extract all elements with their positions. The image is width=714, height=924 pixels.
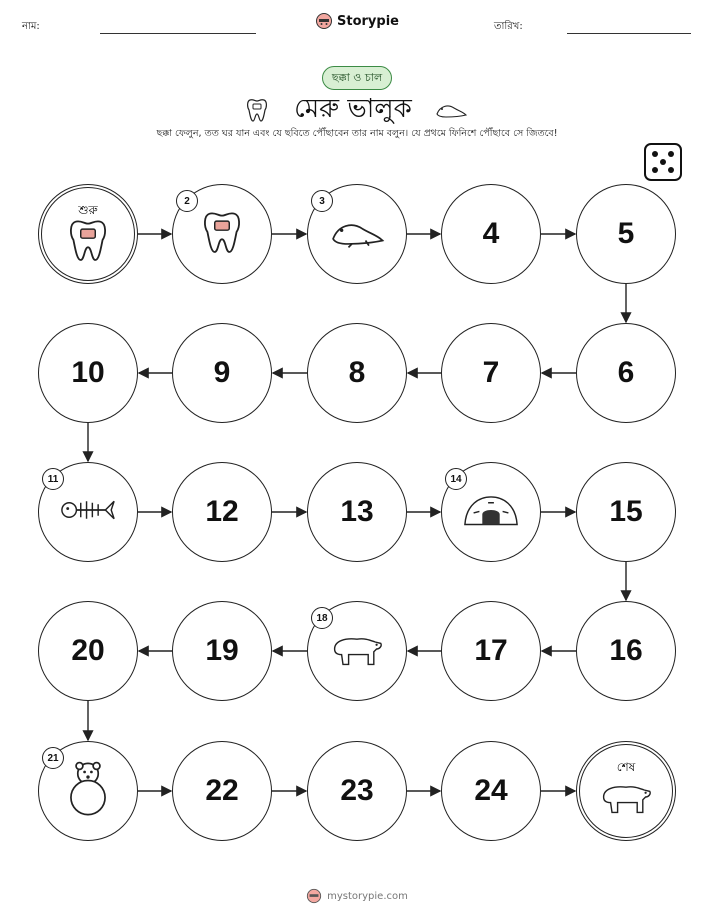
board-cell-15 [576, 462, 676, 562]
cell-number: 24 [474, 774, 508, 807]
board-cell-20 [38, 601, 138, 701]
cell-number: 15 [609, 495, 643, 528]
board-cell-9 [172, 323, 272, 423]
title-text: মেরু ভালুক [294, 94, 412, 124]
board-cell-19 [172, 601, 272, 701]
instructions: ছক্কা ফেলুন, তত ঘর যান এবং যে ছবিতে পৌঁছাবেন তার নাম বলুন। যে প্রথমে ফিনিশে পৌঁছাবে সে জিতবে! [156, 128, 558, 139]
footer-url[interactable]: mystorypie.com [327, 890, 408, 902]
cell-number: 19 [205, 634, 239, 667]
start-label: শুরু [78, 203, 98, 217]
polar-bear-walking-icon [598, 777, 654, 821]
tooth-icon [202, 208, 242, 260]
polar-bear-walking-icon [329, 629, 385, 673]
board-cell-12 [172, 462, 272, 562]
cell-number-badge: 18 [311, 607, 333, 629]
cell-number: 7 [482, 356, 500, 389]
name-label: নাম: [22, 21, 40, 32]
board-cell-8 [307, 323, 407, 423]
cell-number: 10 [71, 356, 105, 389]
board-cell-6 [576, 323, 676, 423]
board-cell-10 [38, 323, 138, 423]
start-cell [38, 184, 138, 284]
cell-number: 9 [213, 356, 231, 389]
cell-number-badge: 3 [311, 190, 333, 212]
game-type-badge: ছক্কা ও চাল [322, 66, 392, 90]
board-cell-22 [172, 741, 272, 841]
brand-name: Storypie [337, 13, 399, 29]
cell-number: 12 [205, 495, 239, 528]
seal-icon [328, 214, 386, 254]
cell-number: 20 [71, 634, 105, 667]
cell-number: 22 [205, 774, 239, 807]
cell-number: 13 [340, 495, 374, 528]
footer [0, 888, 714, 904]
cell-number: 4 [482, 217, 500, 250]
board-cell-24 [441, 741, 541, 841]
cell-number-badge: 14 [445, 468, 467, 490]
finish-cell [576, 741, 676, 841]
finish-label: শেষ [616, 760, 636, 774]
footer-mascot-icon [306, 888, 322, 904]
cell-number: 6 [617, 356, 635, 389]
board-cell-5 [576, 184, 676, 284]
date-label: তারিখ: [494, 21, 523, 32]
cell-number: 23 [340, 774, 374, 807]
board-cell-7 [441, 323, 541, 423]
tooth-icon [68, 216, 108, 268]
cell-number: 5 [617, 217, 635, 250]
board-cell-4 [441, 184, 541, 284]
cell-number: 8 [348, 356, 366, 389]
cell-number-badge: 2 [176, 190, 198, 212]
cell-number-badge: 11 [42, 468, 64, 490]
fish-skeleton-icon [59, 493, 117, 531]
cell-number-badge: 21 [42, 747, 64, 769]
board-cell-17 [441, 601, 541, 701]
board-cell-13 [307, 462, 407, 562]
cell-number: 17 [474, 634, 508, 667]
board-cell-23 [307, 741, 407, 841]
igloo-cave-icon [462, 492, 520, 532]
cell-number: 16 [609, 634, 643, 667]
polar-bear-standing-icon [62, 760, 114, 822]
board-cell-16 [576, 601, 676, 701]
